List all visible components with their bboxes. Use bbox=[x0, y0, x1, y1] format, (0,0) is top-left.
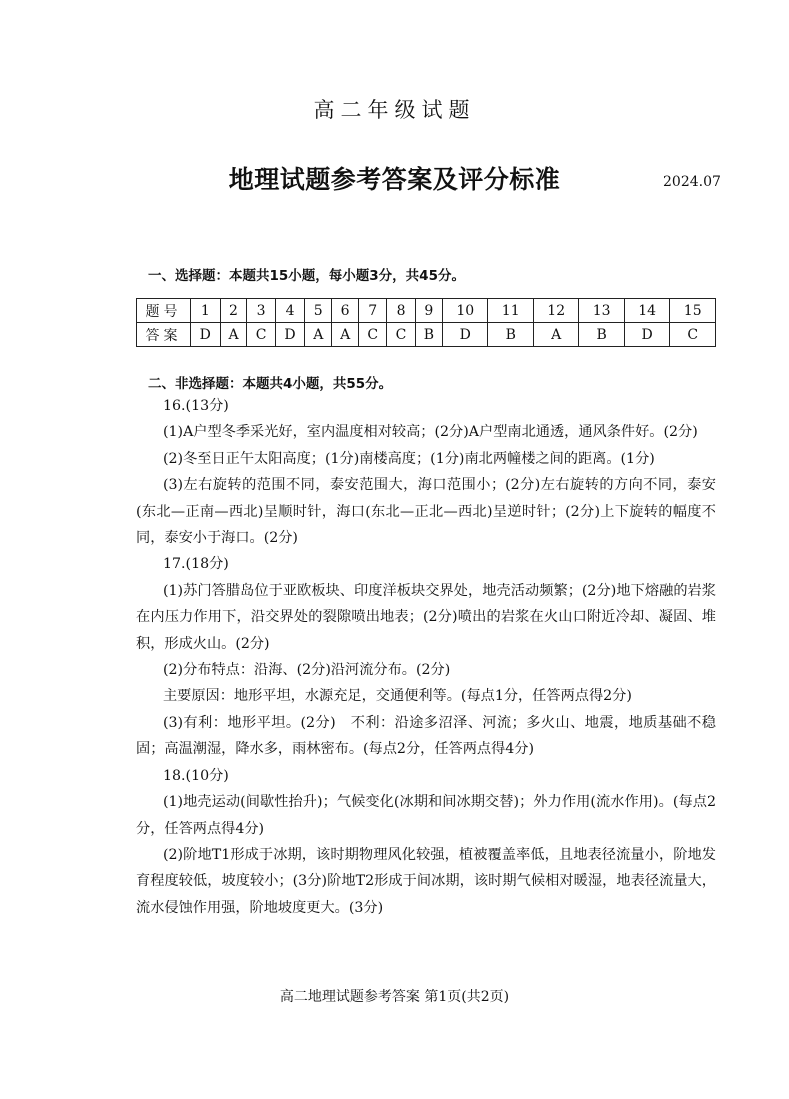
section-1-heading: 一、选择题：本题共15小题，每小题3分，共45分。 bbox=[148, 268, 465, 284]
question-number: 12 bbox=[533, 299, 578, 323]
question-number: 8 bbox=[387, 299, 415, 323]
answer-cell: C bbox=[247, 323, 275, 347]
answer-cell: C bbox=[387, 323, 415, 347]
answer-cell: C bbox=[359, 323, 387, 347]
answer-paragraph: (3)左右旋转的范围不同，泰安范围大，海口范围小；(2分)左右旋转的方向不同，泰安(东北—正南—西北)呈顺时针，海口(东北—正北—西北)呈逆时针；(2分)上下旋转的幅度不同，泰安小于海口。(2分) bbox=[136, 477, 716, 547]
question-number: 7 bbox=[359, 299, 387, 323]
answer-paragraph: (1)A户型冬季采光好，室内温度相对较高；(2分)A户型南北通透，通风条件好。(2分) bbox=[162, 424, 698, 441]
section-2-heading: 二、非选择题：本题共4小题，共55分。 bbox=[148, 376, 393, 392]
page-footer: 高二地理试题参考答案 第1页(共2页) bbox=[279, 989, 510, 1005]
answer-cell: C bbox=[670, 323, 716, 347]
question-number: 15 bbox=[670, 299, 716, 323]
exam-header: 高二年级试题 bbox=[313, 98, 476, 122]
question-number: 2 bbox=[220, 299, 247, 323]
answer-cell: B bbox=[579, 323, 624, 347]
answer-paragraph: (1)地壳运动(间歇性抬升)；气候变化(冰期和间冰期交替)；外力作用(流水作用)。(每点2分，任答两点得4分) bbox=[136, 794, 716, 837]
answer-cell: A bbox=[533, 323, 578, 347]
document-title: 地理试题参考答案及评分标准 bbox=[228, 165, 561, 194]
answer-cell: D bbox=[624, 323, 669, 347]
question-number: 10 bbox=[442, 299, 487, 323]
answer-paragraph: (2)分布特点：沿海、(2分)沿河流分布。(2分) bbox=[162, 662, 451, 679]
question-number: 14 bbox=[624, 299, 669, 323]
question-number: 6 bbox=[332, 299, 359, 323]
answer-cell: A bbox=[305, 323, 332, 347]
answer-paragraph: (1)苏门答腊岛位于亚欧板块、印度洋板块交界处，地壳活动频繁；(2分)地下熔融的岩浆在内压力作用下，沿交界处的裂隙喷出地表；(2分)喷出的岩浆在火山口附近冷却、凝固、堆积，形成火山。(2分) bbox=[136, 582, 716, 652]
answer-paragraph: 主要原因：地形平坦，水源充足，交通便利等。(每点1分，任答两点得2分) bbox=[162, 688, 632, 705]
question-16-heading: 16.(13分) bbox=[162, 398, 229, 414]
question-number: 5 bbox=[305, 299, 332, 323]
answer-cell: D bbox=[191, 323, 221, 347]
question-number: 9 bbox=[415, 299, 442, 323]
question-17-heading: 17.(18分) bbox=[162, 556, 229, 573]
row-label-answer: 答案 bbox=[137, 323, 191, 347]
answer-cell: A bbox=[332, 323, 359, 347]
answer-row bbox=[137, 323, 716, 347]
question-number: 1 bbox=[191, 299, 221, 323]
answer-cell: B bbox=[415, 323, 442, 347]
answer-paragraph: (2)阶地T1形成于冰期，该时期物理风化较强，植被覆盖率低，且地表径流量小，阶地发育程度较低，坡度较小；(3分)阶地T2形成于间冰期，该时期气候相对暖湿，地表径流量大，流水侵蚀作用强，阶地坡度更大。(3分) bbox=[136, 846, 716, 916]
question-number: 3 bbox=[247, 299, 275, 323]
answer-paragraph: (3)有利：地形平坦。(2分) 不利：沿途多沼泽、河流；多火山、地震，地质基础不稳固；高温潮湿，降水多，雨林密布。(每点2分，任答两点得4分) bbox=[136, 714, 716, 758]
answer-cell: A bbox=[220, 323, 247, 347]
answer-body bbox=[136, 393, 716, 921]
question-number: 13 bbox=[579, 299, 624, 323]
question-18-heading: 18.(10分) bbox=[162, 767, 229, 784]
answer-paragraph: (2)冬至日正午太阳高度；(1分)南楼高度；(1分)南北两幢楼之间的距离。(1分) bbox=[162, 450, 655, 467]
document-date: 2024.07 bbox=[663, 174, 721, 190]
row-label-question: 题号 bbox=[137, 299, 191, 323]
answer-table bbox=[136, 298, 716, 347]
answer-cell: D bbox=[442, 323, 487, 347]
question-number: 11 bbox=[488, 299, 533, 323]
question-number-row bbox=[137, 299, 716, 323]
answer-cell: B bbox=[488, 323, 533, 347]
answer-cell: D bbox=[275, 323, 305, 347]
question-number: 4 bbox=[275, 299, 305, 323]
